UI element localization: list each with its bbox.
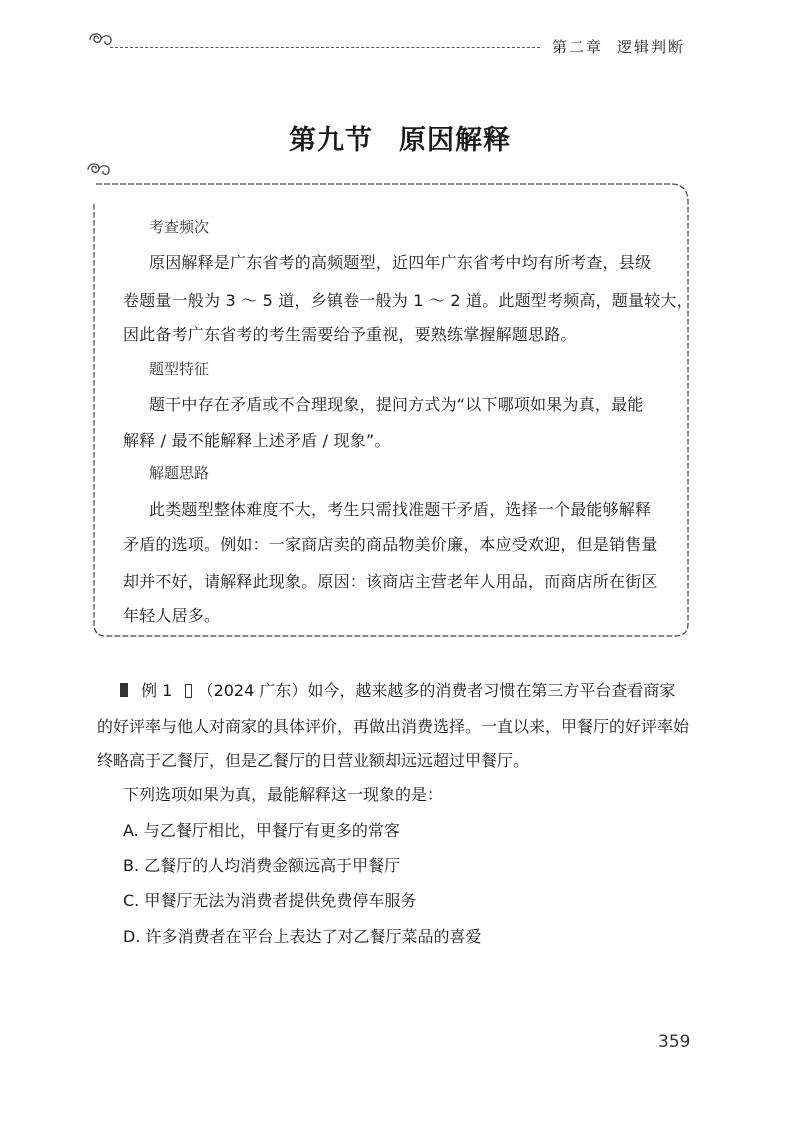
example-marker-icon — [120, 683, 128, 697]
option-a: A. 与乙餐厅相比，甲餐厅有更多的常客 — [123, 821, 400, 840]
header-section: 逻辑判断 — [617, 38, 686, 56]
approach-heading: 解题思路 — [149, 464, 210, 482]
section-title — [0, 118, 800, 157]
example-stem-line: 如今，越来越多的消费者习惯在第三方平台查看商家 — [307, 681, 676, 700]
running-header — [552, 36, 685, 57]
example-stem-line: 终略高于乙餐厅，但是乙餐厅的日营业额却远远超过甲餐厅。 — [97, 751, 530, 770]
example-marker-end-icon — [185, 684, 192, 698]
features-line: 题干中存在矛盾或不合理现象，提问方式为“以下哪项如果为真，最能 — [149, 395, 644, 414]
header-rule — [110, 47, 540, 48]
option-c: C. 甲餐厅无法为消费者提供免费停车服务 — [123, 891, 417, 910]
option-d: D. 许多消费者在平台上表达了对乙餐厅菜品的喜爱 — [123, 927, 482, 946]
approach-line: 却并不好，请解释此现象。原因：该商店主营老年人用品，而商店所在街区 — [123, 572, 658, 591]
example-source: （2024 广东） — [197, 681, 308, 700]
approach-line: 矛盾的选项。例如：一家商店卖的商品物美价廉，本应受欢迎，但是销售量 — [123, 535, 658, 554]
example-question: 下列选项如果为真，最能解释这一现象的是： — [123, 785, 444, 804]
approach-line: 年轻人居多。 — [123, 606, 221, 625]
example-label: 例 1 — [141, 681, 173, 700]
approach-line: 此类题型整体难度不大，考生只需找准题干矛盾，选择一个最能够解释 — [149, 500, 652, 519]
frequency-heading: 考查频次 — [149, 218, 210, 236]
page-number: 359 — [658, 1032, 691, 1052]
example-stem-line: 的好评率与他人对商家的具体评价，再做出消费选择。一直以来，甲餐厅的好评率始 — [97, 717, 690, 736]
frequency-line: 因此备考广东省考的考生需要给予重视，要熟练掌握解题思路。 — [123, 325, 577, 344]
option-b: B. 乙餐厅的人均消费金额远高于甲餐厅 — [123, 856, 401, 875]
frequency-line: 卷题量一般为 3 ～ 5 道，乡镇卷一般为 1 ～ 2 道。此题型考频高，题量较大， — [123, 291, 693, 310]
frequency-line: 原因解释是广东省考的高频题型，近四年广东省考中均有所考查，县级 — [149, 253, 652, 272]
features-line: 解释 / 最不能解释上述矛盾 / 现象”。 — [123, 431, 391, 450]
features-heading: 题型特征 — [149, 360, 210, 378]
section-name: 原因解释 — [399, 125, 511, 156]
section-number: 第九节 — [289, 125, 373, 156]
example-first-line — [120, 678, 675, 701]
header-chapter: 第二章 — [552, 38, 604, 56]
